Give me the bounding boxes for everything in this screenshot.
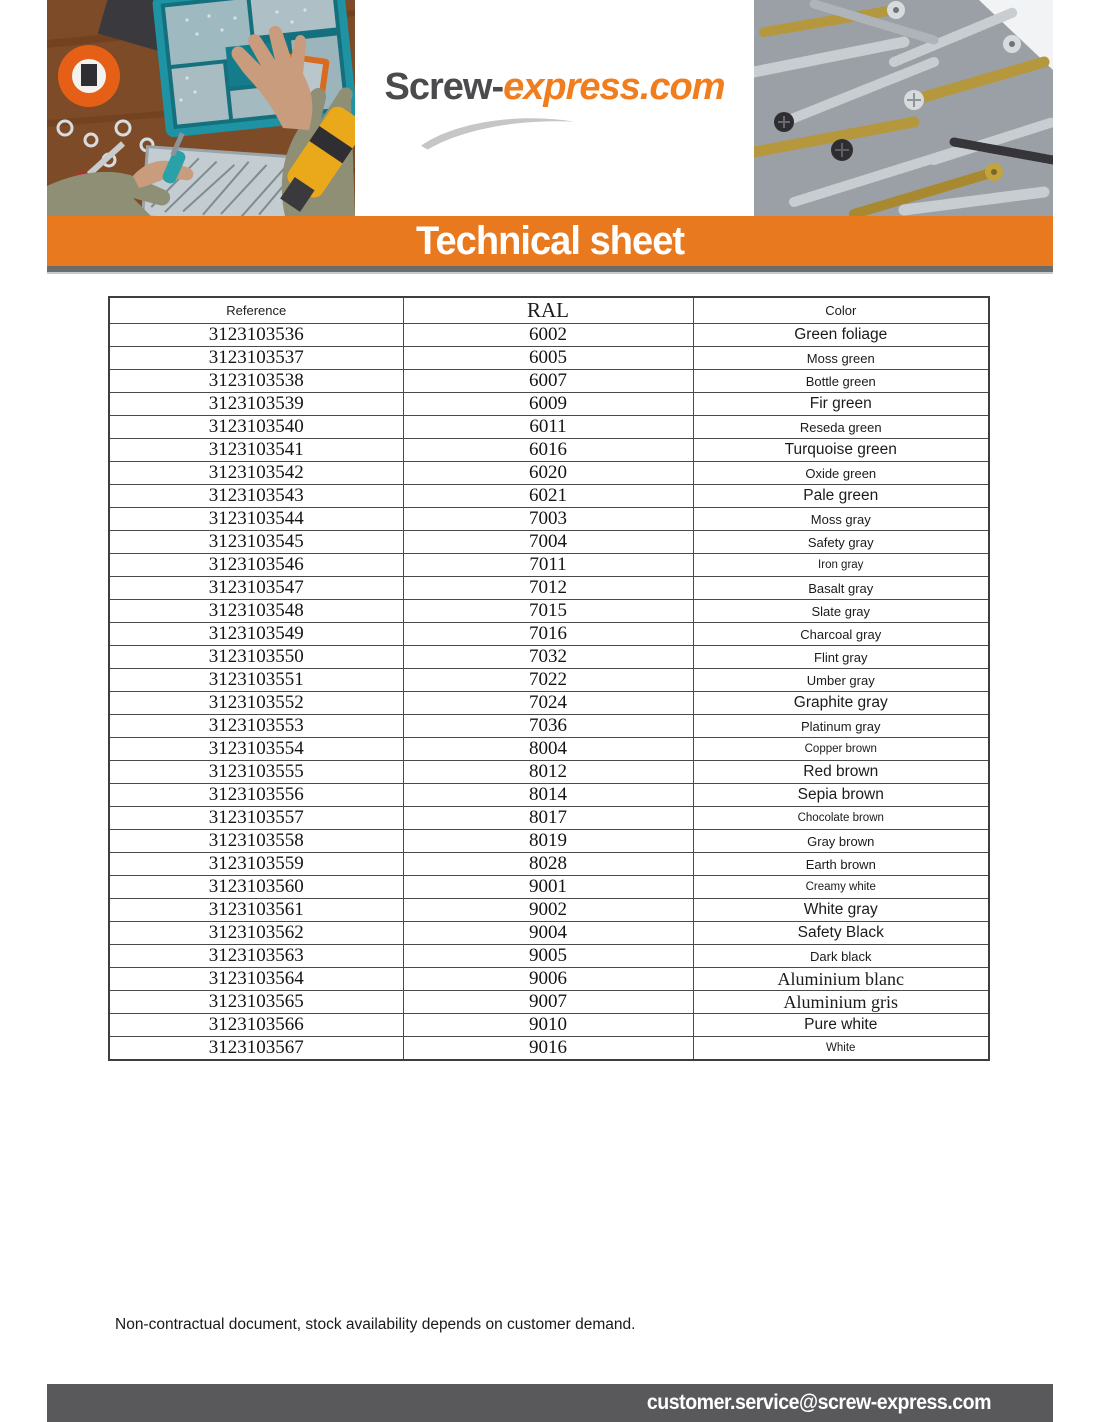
- reference-cell: 3123103554: [109, 738, 403, 761]
- color-cell: Slate gray: [693, 600, 989, 623]
- ral-cell: 7011: [403, 554, 693, 577]
- reference-cell: 3123103552: [109, 692, 403, 715]
- ral-cell: 9016: [403, 1037, 693, 1061]
- table-row: [109, 508, 989, 531]
- color-cell: Copper brown: [693, 738, 989, 761]
- color-cell: Red brown: [693, 761, 989, 784]
- footer-bar: [47, 1384, 1053, 1422]
- table-row: [109, 646, 989, 669]
- color-cell: Chocolate brown: [693, 807, 989, 830]
- table-row: [109, 899, 989, 922]
- reference-cell: 3123103543: [109, 485, 403, 508]
- reference-cell: 3123103549: [109, 623, 403, 646]
- table-row: [109, 761, 989, 784]
- color-cell: Basalt gray: [693, 577, 989, 600]
- ral-cell: 9001: [403, 876, 693, 899]
- reference-cell: 3123103545: [109, 531, 403, 554]
- table-row: [109, 416, 989, 439]
- reference-cell: 3123103544: [109, 508, 403, 531]
- ral-cell: 7036: [403, 715, 693, 738]
- table-row: [109, 669, 989, 692]
- ral-cell: 6007: [403, 370, 693, 393]
- reference-cell: 3123103560: [109, 876, 403, 899]
- reference-cell: 3123103550: [109, 646, 403, 669]
- title-banner: [47, 216, 1053, 266]
- reference-cell: 3123103555: [109, 761, 403, 784]
- reference-cell: 3123103558: [109, 830, 403, 853]
- color-cell: Pale green: [693, 485, 989, 508]
- reference-cell: 3123103548: [109, 600, 403, 623]
- table-row: [109, 462, 989, 485]
- table-row: [109, 692, 989, 715]
- ral-cell: 7012: [403, 577, 693, 600]
- table-row: [109, 393, 989, 416]
- color-cell: Turquoise green: [693, 439, 989, 462]
- reference-cell: 3123103536: [109, 324, 403, 347]
- reference-cell: 3123103547: [109, 577, 403, 600]
- table-row: [109, 715, 989, 738]
- ral-cell: 8028: [403, 853, 693, 876]
- reference-cell: 3123103546: [109, 554, 403, 577]
- color-cell: Fir green: [693, 393, 989, 416]
- ral-cell: 7016: [403, 623, 693, 646]
- ral-cell: 9005: [403, 945, 693, 968]
- logo-brand-part2: express.com: [503, 66, 725, 108]
- table-row: [109, 945, 989, 968]
- table-row: [109, 830, 989, 853]
- color-cell: Moss green: [693, 347, 989, 370]
- reference-cell: 3123103538: [109, 370, 403, 393]
- color-cell: Iron gray: [693, 554, 989, 577]
- reference-cell: 3123103541: [109, 439, 403, 462]
- ral-cell: 7022: [403, 669, 693, 692]
- reference-cell: 3123103537: [109, 347, 403, 370]
- contact-email: customer.service@screw-express.com: [646, 1391, 991, 1414]
- reference-cell: 3123103562: [109, 922, 403, 945]
- color-cell: Oxide green: [693, 462, 989, 485]
- reference-cell: 3123103559: [109, 853, 403, 876]
- color-cell: Moss gray: [693, 508, 989, 531]
- ral-cell: 9002: [403, 899, 693, 922]
- divider-bar: [47, 266, 1053, 274]
- ral-cell: 8017: [403, 807, 693, 830]
- reference-cell: 3123103542: [109, 462, 403, 485]
- page-title: Technical sheet: [415, 218, 685, 263]
- reference-cell: 3123103566: [109, 1014, 403, 1037]
- color-cell: Earth brown: [693, 853, 989, 876]
- color-cell: Safety Black: [693, 922, 989, 945]
- reference-cell: 3123103557: [109, 807, 403, 830]
- ral-cell: 8019: [403, 830, 693, 853]
- table-row: [109, 577, 989, 600]
- ral-cell: 7024: [403, 692, 693, 715]
- logo-text: [385, 66, 725, 109]
- workbench-photo: [47, 0, 355, 216]
- reference-cell: 3123103539: [109, 393, 403, 416]
- table-row: [109, 370, 989, 393]
- table-row: [109, 876, 989, 899]
- ral-cell: 6011: [403, 416, 693, 439]
- table-row: [109, 922, 989, 945]
- table-row: [109, 554, 989, 577]
- ral-cell: 6002: [403, 324, 693, 347]
- reference-cell: 3123103540: [109, 416, 403, 439]
- reference-cell: 3123103553: [109, 715, 403, 738]
- color-table-body: [109, 324, 989, 1061]
- color-cell: White: [693, 1037, 989, 1061]
- ral-cell: 6016: [403, 439, 693, 462]
- table-row: [109, 991, 989, 1014]
- reference-cell: 3123103563: [109, 945, 403, 968]
- color-cell: Creamy white: [693, 876, 989, 899]
- logo-brand-part1: Screw-: [384, 66, 504, 108]
- logo-swoosh-icon: [417, 111, 577, 151]
- ral-cell: 6005: [403, 347, 693, 370]
- ral-cell: 8014: [403, 784, 693, 807]
- table-row: [109, 784, 989, 807]
- table-row: [109, 1014, 989, 1037]
- color-cell: Umber gray: [693, 669, 989, 692]
- color-cell: Sepia brown: [693, 784, 989, 807]
- ral-cell: 8012: [403, 761, 693, 784]
- ral-cell: 7004: [403, 531, 693, 554]
- reference-cell: 3123103567: [109, 1037, 403, 1061]
- table-row: [109, 853, 989, 876]
- logo: [355, 0, 754, 216]
- table-row: [109, 531, 989, 554]
- color-cell: Dark black: [693, 945, 989, 968]
- ral-cell: 8004: [403, 738, 693, 761]
- ral-cell: 7003: [403, 508, 693, 531]
- table-row: [109, 324, 989, 347]
- table-row: [109, 600, 989, 623]
- table-row: [109, 485, 989, 508]
- reference-cell: 3123103564: [109, 968, 403, 991]
- table-row: [109, 807, 989, 830]
- color-cell: Pure white: [693, 1014, 989, 1037]
- ral-cell: 6021: [403, 485, 693, 508]
- ral-cell: 9007: [403, 991, 693, 1014]
- table-header-row: [109, 297, 989, 324]
- table-row: [109, 439, 989, 462]
- color-cell: Gray brown: [693, 830, 989, 853]
- color-table: [108, 296, 990, 1061]
- ral-cell: 9004: [403, 922, 693, 945]
- column-header-ral: RAL: [403, 297, 693, 324]
- table-row: [109, 1037, 989, 1061]
- ral-cell: 6009: [403, 393, 693, 416]
- reference-cell: 3123103565: [109, 991, 403, 1014]
- table-row: [109, 347, 989, 370]
- reference-cell: 3123103561: [109, 899, 403, 922]
- color-cell: Platinum gray: [693, 715, 989, 738]
- color-cell: Bottle green: [693, 370, 989, 393]
- disclaimer-note: Non-contractual document, stock availability depends on customer demand.: [115, 1316, 636, 1333]
- color-cell: Aluminium blanc: [693, 968, 989, 991]
- column-header-reference: Reference: [109, 297, 403, 324]
- color-cell: Green foliage: [693, 324, 989, 347]
- color-cell: Charcoal gray: [693, 623, 989, 646]
- color-cell: Flint gray: [693, 646, 989, 669]
- reference-cell: 3123103551: [109, 669, 403, 692]
- column-header-color: Color: [693, 297, 989, 324]
- color-cell: Reseda green: [693, 416, 989, 439]
- screws-pile-photo: [754, 0, 1053, 216]
- ral-cell: 7032: [403, 646, 693, 669]
- color-cell: White gray: [693, 899, 989, 922]
- ral-cell: 9006: [403, 968, 693, 991]
- table-row: [109, 623, 989, 646]
- color-cell: Safety gray: [693, 531, 989, 554]
- ral-cell: 6020: [403, 462, 693, 485]
- color-cell: Aluminium gris: [693, 991, 989, 1014]
- table-row: [109, 968, 989, 991]
- color-cell: Graphite gray: [693, 692, 989, 715]
- table-row: [109, 738, 989, 761]
- header: [47, 0, 1053, 216]
- reference-cell: 3123103556: [109, 784, 403, 807]
- ral-cell: 9010: [403, 1014, 693, 1037]
- ral-cell: 7015: [403, 600, 693, 623]
